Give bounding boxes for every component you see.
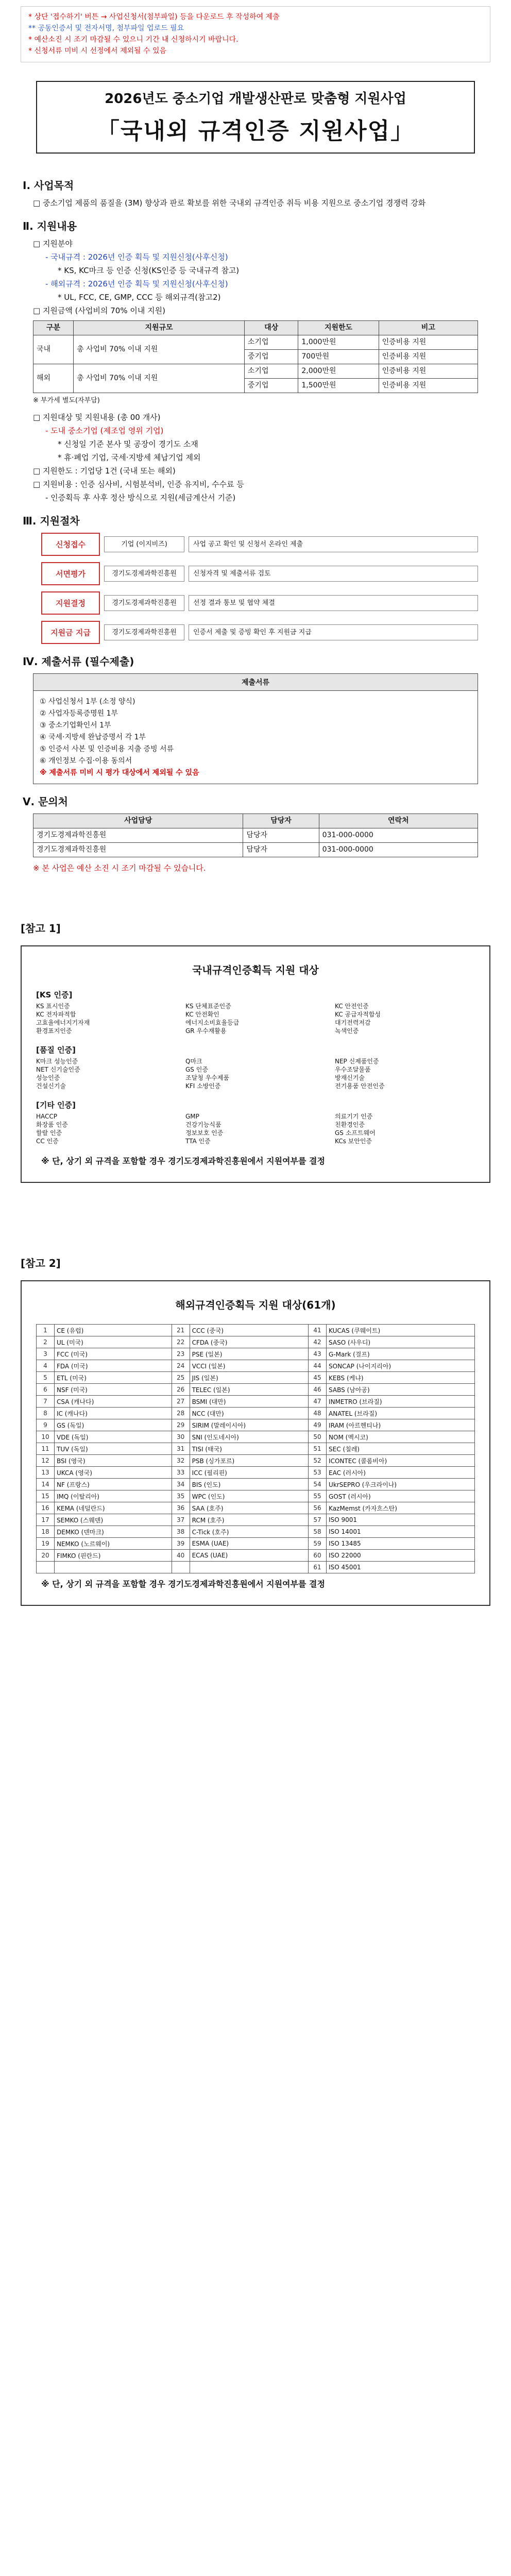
- table-cell: 중기업: [244, 350, 298, 364]
- table-cell: 담당자: [243, 843, 319, 857]
- certification-item: 정보보호 인증: [185, 1129, 224, 1137]
- row-number: 5: [37, 1372, 55, 1384]
- certification-name: BSI (영국): [55, 1455, 172, 1467]
- step-who: 경기도경제과학진흥원: [104, 566, 184, 582]
- certification-item: 녹색인증: [335, 1027, 359, 1035]
- certification-item: GS 소프트웨어: [335, 1129, 376, 1137]
- step-name: 신청접수: [41, 533, 100, 556]
- table-header: 지원규모: [74, 321, 245, 335]
- step-who: 경기도경제과학진흥원: [104, 595, 184, 611]
- certification-name: NCC (대만): [190, 1408, 308, 1419]
- process-step: [41, 533, 478, 556]
- section-text: - 인증획득 후 사후 정산 방식으로 지원(세금계산서 기준): [45, 493, 236, 502]
- table-cell: 1,000만원: [298, 335, 379, 350]
- certification-item: Q마크: [185, 1058, 202, 1065]
- certification-name: KEBS (케냐): [327, 1372, 475, 1384]
- certification-name: [55, 1562, 172, 1573]
- document-item: ⑤ 인증서 사본 및 인증비용 지출 증빙 서류: [40, 745, 174, 753]
- certification-name: FIMKO (핀란드): [55, 1550, 172, 1562]
- row-number: 48: [309, 1408, 327, 1419]
- table-row: [37, 1419, 475, 1431]
- certification-name: EAC (러시아): [327, 1467, 475, 1479]
- notice-box: [21, 6, 490, 62]
- row-number: 49: [309, 1419, 327, 1431]
- certification-name: ISO 45001: [327, 1562, 475, 1573]
- section-text: □ 지원금액 (사업비의 70% 이내 지원): [33, 306, 165, 315]
- certification-name: CFDA (중국): [190, 1336, 308, 1348]
- certification-name: WPC (인도): [190, 1490, 308, 1502]
- certification-item: KC 공급자적합성: [335, 1011, 381, 1018]
- certification-item: TTA 인증: [185, 1138, 211, 1145]
- table-header: 연락처: [319, 814, 478, 828]
- table-row: [37, 1408, 475, 1419]
- table-row: [37, 1467, 475, 1479]
- row-number: 60: [309, 1550, 327, 1562]
- table-cell: 경기도경제과학진흥원: [33, 828, 243, 843]
- certification-name: IMQ (이탈리아): [55, 1490, 172, 1502]
- certification-item: 화장품 인증: [36, 1121, 68, 1128]
- certification-item: 우수조달물품: [335, 1066, 371, 1073]
- certification-name: VCCI (일본): [190, 1360, 308, 1372]
- certification-item: GMP: [185, 1113, 199, 1120]
- table-cell: 소기업: [244, 335, 298, 350]
- certification-name: TISI (태국): [190, 1443, 308, 1455]
- certification-item: KC 안전인증: [335, 1003, 369, 1010]
- table-cell: 경기도경제과학진흥원: [33, 843, 243, 857]
- row-number: 57: [309, 1514, 327, 1526]
- table-cell: 소기업: [244, 364, 298, 379]
- certification-name: C-Tick (호주): [190, 1526, 308, 1538]
- certification-item: K마크 성능인증: [36, 1058, 78, 1065]
- certification-item: GS 인증: [185, 1066, 208, 1073]
- section-text: - 국내규격 : 2026년 인증 획득 및 지원신청(사후신청): [45, 252, 228, 262]
- certification-item: GR 우수재활용: [185, 1027, 227, 1035]
- process-step: [41, 591, 478, 615]
- certification-item: 대기전력저감: [335, 1019, 371, 1026]
- certification-name: PSB (싱가포르): [190, 1455, 308, 1467]
- certification-name: IC (캐나다): [55, 1408, 172, 1419]
- certification-item: KS 단체표준인증: [185, 1003, 231, 1010]
- reference-2-box: [21, 1280, 490, 1606]
- row-number: 13: [37, 1467, 55, 1479]
- certification-item: NET 신기술인증: [36, 1066, 80, 1073]
- reference-label: [참고 2]: [21, 1257, 61, 1269]
- row-number: 7: [37, 1396, 55, 1408]
- row-number: 6: [37, 1384, 55, 1396]
- certification-name: SASO (사우디): [327, 1336, 475, 1348]
- row-number: 44: [309, 1360, 327, 1372]
- row-number: 59: [309, 1538, 327, 1550]
- reference-footnote: ※ 단, 상기 외 규격을 포함할 경우 경기도경제과학진흥원에서 지원여부를 결정: [41, 1156, 325, 1166]
- section-text: * UL, FCC, CE, GMP, CCC 등 해외규격(참고2): [58, 293, 221, 302]
- table-row: [37, 1550, 475, 1562]
- table-row: [37, 1526, 475, 1538]
- category-name: [KS 인증]: [36, 990, 73, 999]
- certification-name: ETL (미국): [55, 1372, 172, 1384]
- table-header: 비고: [379, 321, 478, 335]
- table-cell: 031-000-0000: [319, 828, 478, 843]
- row-number: 21: [172, 1325, 190, 1336]
- table-row: [37, 1538, 475, 1550]
- certification-name: SONCAP (나이지리아): [327, 1360, 475, 1372]
- table-cell: 031-000-0000: [319, 843, 478, 857]
- certification-name: TELEC (일본): [190, 1384, 308, 1396]
- process-step: [41, 562, 478, 585]
- certification-name: JIS (일본): [190, 1372, 308, 1384]
- certification-name: UL (미국): [55, 1336, 172, 1348]
- certification-item: KCs 보안인증: [335, 1138, 372, 1145]
- table-row: [37, 1348, 475, 1360]
- certification-name: FDA (미국): [55, 1360, 172, 1372]
- step-name: 지원결정: [41, 591, 100, 615]
- table-cell: 중기업: [244, 379, 298, 393]
- step-desc: 인증서 제출 및 증빙 확인 후 지원금 지급: [189, 624, 478, 640]
- notice-line: ** 공동인증서 및 전자서명, 첨부파일 업로드 필요: [28, 24, 184, 32]
- certification-name: NSF (미국): [55, 1384, 172, 1396]
- section-text: - 도내 중소기업 (제조업 영위 기업): [45, 426, 164, 435]
- row-number: 34: [172, 1479, 190, 1490]
- row-number: 40: [172, 1550, 190, 1562]
- title-box: [36, 81, 475, 154]
- certification-name: CSA (캐나다): [55, 1396, 172, 1408]
- row-number: 19: [37, 1538, 55, 1550]
- row-number: 54: [309, 1479, 327, 1490]
- certification-name: PSE (일본): [190, 1348, 308, 1360]
- row-number: 16: [37, 1502, 55, 1514]
- table-cell: 인증비용 지원: [379, 350, 478, 364]
- document-item: ④ 국세·지방세 완납증명서 각 1부: [40, 733, 146, 741]
- certification-item: HACCP: [36, 1113, 58, 1120]
- row-number: 8: [37, 1408, 55, 1419]
- row-number: 30: [172, 1431, 190, 1443]
- row-number: 11: [37, 1443, 55, 1455]
- section-heading: Ⅴ. 문의처: [23, 795, 68, 808]
- certification-item: KC 전자파적합: [36, 1011, 76, 1018]
- certification-item: 방재신기술: [335, 1074, 365, 1081]
- step-desc: 선정 결과 통보 및 협약 체결: [189, 595, 478, 611]
- certification-name: ANATEL (브라질): [327, 1408, 475, 1419]
- section-text: * 휴·폐업 기업, 국세·지방세 체납기업 제외: [58, 453, 201, 462]
- certification-name: ISO 22000: [327, 1550, 475, 1562]
- table-cell: 인증비용 지원: [379, 379, 478, 393]
- table-header: 사업담당: [33, 814, 243, 828]
- closing-note: ※ 본 사업은 예산 소진 시 조기 마감될 수 있습니다.: [33, 863, 206, 873]
- certification-name: TUV (독일): [55, 1443, 172, 1455]
- certification-name: SABS (남아공): [327, 1384, 475, 1396]
- certification-name: CCC (중국): [190, 1325, 308, 1336]
- row-number: 2: [37, 1336, 55, 1348]
- section-text: * KS, KC마크 등 인증 신청(KS인증 등 국내규격 참고): [58, 266, 240, 275]
- certification-name: SIRIM (말레이시아): [190, 1419, 308, 1431]
- certification-item: KC 안전확인: [185, 1011, 219, 1018]
- document-page: [21, 6, 490, 1606]
- certification-item: 환경표지인증: [36, 1027, 72, 1035]
- table-row: [37, 1514, 475, 1526]
- row-number: 39: [172, 1538, 190, 1550]
- row-number: 25: [172, 1372, 190, 1384]
- row-number: 38: [172, 1526, 190, 1538]
- certification-item: 전기용품 안전인증: [335, 1082, 385, 1090]
- certification-name: IRAM (아르헨티나): [327, 1419, 475, 1431]
- section-text: □ 지원한도 : 기업당 1건 (국내 또는 해외): [33, 466, 176, 476]
- certification-name: SEC (칠레): [327, 1443, 475, 1455]
- row-number: 47: [309, 1396, 327, 1408]
- table-row: [37, 1479, 475, 1490]
- row-number: 33: [172, 1467, 190, 1479]
- certification-name: DEMKO (덴마크): [55, 1526, 172, 1538]
- table-row: [37, 1384, 475, 1396]
- certification-name: KEMA (네덜란드): [55, 1502, 172, 1514]
- section-text: □ 지원비용 : 인증 심사비, 시험분석비, 인증 유지비, 수수료 등: [33, 480, 244, 489]
- certification-name: VDE (독일): [55, 1431, 172, 1443]
- notice-line: * 신청서류 미비 시 선정에서 제외될 수 있음: [28, 47, 167, 55]
- document-item: ① 사업신청서 1부 (소정 양식): [40, 698, 135, 706]
- table-cell: 인증비용 지원: [379, 335, 478, 350]
- row-number: 10: [37, 1431, 55, 1443]
- category-name: [품질 인증]: [36, 1045, 76, 1055]
- step-name: 서면평가: [41, 562, 100, 585]
- table-cell: 총 사업비 70% 이내 지원: [74, 364, 245, 393]
- row-number: 56: [309, 1502, 327, 1514]
- table-row: [33, 828, 478, 843]
- row-number: 1: [37, 1325, 55, 1336]
- row-number: 23: [172, 1348, 190, 1360]
- row-number: 45: [309, 1372, 327, 1384]
- certification-name: ISO 13485: [327, 1538, 475, 1550]
- step-desc: 신청자격 및 제출서류 검토: [189, 566, 478, 582]
- certification-item: NEP 신제품인증: [335, 1058, 379, 1065]
- certification-name: INMETRO (브라질): [327, 1396, 475, 1408]
- table-row: [37, 1490, 475, 1502]
- title-main: 「국내외 규격인증 지원사업」: [96, 118, 415, 144]
- table-cell: 2,000만원: [298, 364, 379, 379]
- certification-item: 의료기기 인증: [335, 1113, 373, 1120]
- certification-item: 건강기능식품: [185, 1121, 222, 1128]
- row-number: 43: [309, 1348, 327, 1360]
- certification-item: 에너지소비효율등급: [185, 1019, 240, 1026]
- table-row: [37, 1455, 475, 1467]
- table-cell: 국내: [33, 335, 74, 364]
- section-text: □ 중소기업 제품의 품질을 (3M) 향상과 판로 확보를 위한 국내외 규격인증 취득 비용 지원으로 중소기업 경쟁력 강화: [33, 198, 426, 208]
- table-row: [37, 1562, 475, 1573]
- section-heading: Ⅱ. 지원내용: [23, 220, 77, 232]
- step-who: 경기도경제과학진흥원: [104, 624, 184, 640]
- section-heading: Ⅲ. 지원절차: [23, 515, 80, 527]
- table-cell: 해외: [33, 364, 74, 393]
- table-row: [33, 335, 478, 350]
- row-number: 37: [172, 1514, 190, 1526]
- document-item: ② 사업자등록증명원 1부: [40, 709, 118, 718]
- table-cell: 700만원: [298, 350, 379, 364]
- certification-name: UKCA (영국): [55, 1467, 172, 1479]
- row-number: 20: [37, 1550, 55, 1562]
- certification-name: SNI (인도네시아): [190, 1431, 308, 1443]
- certification-name: ESMA (UAE): [190, 1538, 308, 1550]
- certification-name: GOST (러시아): [327, 1490, 475, 1502]
- row-number: 61: [309, 1562, 327, 1573]
- certification-name: SAA (호주): [190, 1502, 308, 1514]
- row-number: 36: [172, 1502, 190, 1514]
- row-number: 32: [172, 1455, 190, 1467]
- row-number: 3: [37, 1348, 55, 1360]
- step-desc: 사업 공고 확인 및 신청서 온라인 제출: [189, 536, 478, 552]
- certification-name: RCM (호주): [190, 1514, 308, 1526]
- row-number: 27: [172, 1396, 190, 1408]
- certification-item: 고효율에너지기자재: [36, 1019, 90, 1026]
- title-subtitle: 2026년도 중소기업 개발생산판로 맞춤형 지원사업: [105, 91, 406, 107]
- certification-name: ISO 9001: [327, 1514, 475, 1526]
- table-row: [33, 843, 478, 857]
- documents-warning: ※ 제출서류 미비 시 평가 대상에서 제외될 수 있음: [40, 769, 199, 777]
- section-heading: Ⅰ. 사업목적: [23, 179, 74, 192]
- notice-line: * 상단 '접수하기' 버튼 → 사업신청서(첨부파일) 등을 다운로드 후 작성하여 제출: [28, 13, 280, 21]
- row-number: 52: [309, 1455, 327, 1467]
- table-row: [37, 1325, 475, 1336]
- certification-name: SEMKO (스웨덴): [55, 1514, 172, 1526]
- row-number: 42: [309, 1336, 327, 1348]
- table-header: 구분: [33, 321, 74, 335]
- row-number: 28: [172, 1408, 190, 1419]
- document-item: ③ 중소기업확인서 1부: [40, 721, 111, 730]
- certification-item: CC 인증: [36, 1138, 59, 1145]
- table-row: [37, 1431, 475, 1443]
- certification-name: UkrSEPRO (우크라이나): [327, 1479, 475, 1490]
- section-text: □ 지원분야: [33, 239, 73, 248]
- certification-name: FCC (미국): [55, 1348, 172, 1360]
- step-who: 기업 (이지비즈): [104, 536, 184, 552]
- row-number: [172, 1562, 190, 1573]
- table-cell: 총 사업비 70% 이내 지원: [74, 335, 245, 364]
- certification-name: NEMKO (노르웨이): [55, 1538, 172, 1550]
- row-number: 51: [309, 1443, 327, 1455]
- row-number: [37, 1562, 55, 1573]
- certification-item: 할랄 인증: [36, 1129, 62, 1137]
- certification-name: KUCAS (쿠웨이트): [327, 1325, 475, 1336]
- table-cell: 인증비용 지원: [379, 364, 478, 379]
- row-number: 15: [37, 1490, 55, 1502]
- reference-footnote: ※ 단, 상기 외 규격을 포함할 경우 경기도경제과학진흥원에서 지원여부를 결정: [41, 1579, 325, 1589]
- certification-name: GS (독일): [55, 1419, 172, 1431]
- table-header: 대상: [244, 321, 298, 335]
- certification-item: 친환경인증: [335, 1121, 365, 1128]
- row-number: 58: [309, 1526, 327, 1538]
- document-item: ⑥ 개인정보 수집·이용 동의서: [40, 757, 132, 765]
- row-number: 53: [309, 1467, 327, 1479]
- table-cell: 담당자: [243, 828, 319, 843]
- documents-box: [33, 673, 478, 784]
- certification-table: [36, 1324, 475, 1573]
- row-number: 31: [172, 1443, 190, 1455]
- fund-table: [33, 320, 478, 393]
- certification-item: 성능인증: [36, 1074, 60, 1081]
- row-number: 26: [172, 1384, 190, 1396]
- certification-name: G-Mark (걸프): [327, 1348, 475, 1360]
- row-number: 9: [37, 1419, 55, 1431]
- row-number: 55: [309, 1490, 327, 1502]
- row-number: 24: [172, 1360, 190, 1372]
- section-text: * 신청일 기준 본사 및 공장이 경기도 소재: [58, 439, 198, 449]
- notice-line: * 예산소진 시 조기 마감될 수 있으니 기간 내 신청하시기 바랍니다.: [28, 36, 239, 44]
- certification-item: 건설신기술: [36, 1082, 66, 1090]
- reference-title: 국내규격인증획득 지원 대상: [192, 964, 319, 976]
- reference-label: [참고 1]: [21, 922, 61, 935]
- table-row: [37, 1360, 475, 1372]
- table-row: [37, 1372, 475, 1384]
- row-number: 17: [37, 1514, 55, 1526]
- certification-name: BSMI (대만): [190, 1396, 308, 1408]
- row-number: 35: [172, 1490, 190, 1502]
- table-row: [37, 1502, 475, 1514]
- table-row: [37, 1443, 475, 1455]
- row-number: 29: [172, 1419, 190, 1431]
- row-number: 22: [172, 1336, 190, 1348]
- table-row: [37, 1336, 475, 1348]
- table-header: 지원한도: [298, 321, 379, 335]
- certification-name: ECAS (UAE): [190, 1550, 308, 1562]
- table-cell: 1,500만원: [298, 379, 379, 393]
- certification-name: KazMemst (카자흐스탄): [327, 1502, 475, 1514]
- certification-name: ISO 14001: [327, 1526, 475, 1538]
- certification-item: KS 표시인증: [36, 1003, 70, 1010]
- step-name: 지원금 지급: [41, 621, 100, 644]
- section-text: □ 지원대상 및 지원내용 (총 00 개사): [33, 413, 161, 422]
- row-number: 41: [309, 1325, 327, 1336]
- row-number: 12: [37, 1455, 55, 1467]
- reference-title: 해외규격인증획득 지원 대상(61개): [175, 1299, 336, 1311]
- table-header: 담당자: [243, 814, 319, 828]
- reference-1-box: [21, 945, 490, 1183]
- certification-name: ICONTEC (콜롬비아): [327, 1455, 475, 1467]
- row-number: 46: [309, 1384, 327, 1396]
- section-text: - 해외규격 : 2026년 인증 획득 및 지원신청(사후신청): [45, 279, 228, 289]
- table-note: ※ 부가세 별도(자부담): [33, 397, 100, 404]
- certification-name: BIS (인도): [190, 1479, 308, 1490]
- process-flow: [41, 533, 478, 644]
- certification-name: NF (프랑스): [55, 1479, 172, 1490]
- section-heading: Ⅳ. 제출서류 (필수제출): [23, 655, 134, 668]
- certification-category: [36, 989, 475, 1035]
- table-row: [37, 1396, 475, 1408]
- certification-name: CE (유럽): [55, 1325, 172, 1336]
- table-row: [33, 364, 478, 379]
- certification-category: [36, 1044, 475, 1090]
- row-number: 50: [309, 1431, 327, 1443]
- row-number: 14: [37, 1479, 55, 1490]
- certification-item: 조달청 우수제품: [185, 1074, 229, 1081]
- certification-name: ICC (필리핀): [190, 1467, 308, 1479]
- certification-item: KFI 소방인증: [185, 1082, 221, 1090]
- row-number: 18: [37, 1526, 55, 1538]
- certification-name: [190, 1562, 308, 1573]
- process-step: [41, 621, 478, 644]
- certification-name: NOM (멕시코): [327, 1431, 475, 1443]
- contact-table: [33, 814, 478, 857]
- documents-box-title: 제출서류: [33, 674, 478, 691]
- category-name: [기타 인증]: [36, 1100, 76, 1110]
- row-number: 4: [37, 1360, 55, 1372]
- certification-category: [36, 1099, 475, 1145]
